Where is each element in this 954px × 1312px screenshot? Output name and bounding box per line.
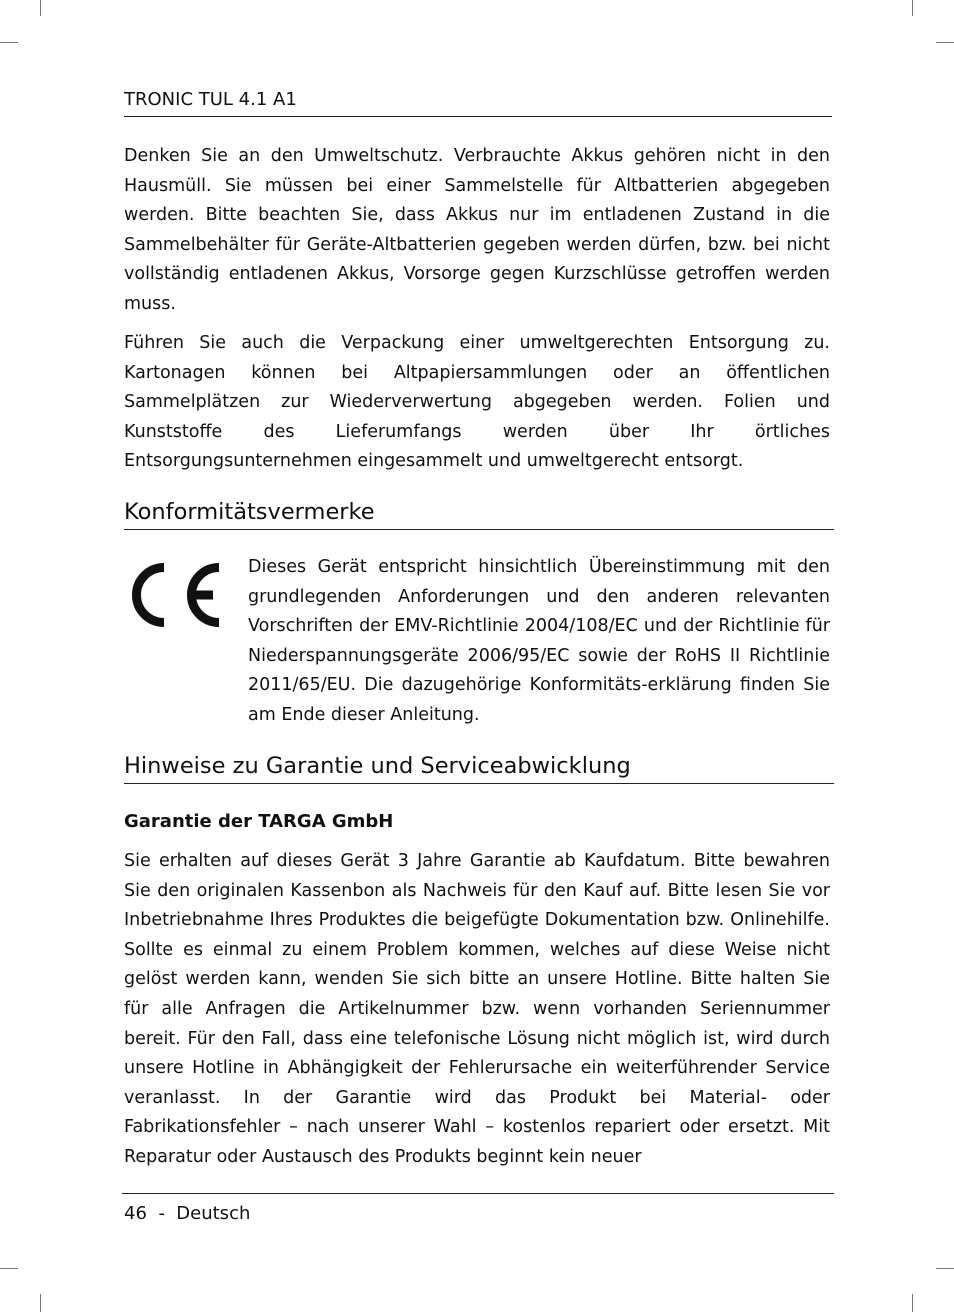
warranty-section-title: Hinweise zu Garantie und Serviceabwicklung (124, 751, 834, 784)
disposal-paragraph-1: Denken Sie an den Umweltschutz. Verbrauchte Akkus gehören nicht in den Hausmüll. Sie müssen bei einer Sammelstelle für Altbatterien abgegeben werden. Bitte beachten Sie, dass Akkus nur im entladenen Zustand in die Sammelbehälter für Geräte-Altbatterien gegeben werden dürfen, bzw. bei nicht vollständig entladenen Akkus, Vorsorge gegen Kurzschlüsse getroffen werden muss. (124, 146, 830, 314)
conformity-text: Dieses Gerät entspricht hinsichtlich Übereinstimmung mit den grundlegenden Anforderungen und den anderen relevanten Vorschriften der EMV-Richtlinie 2004/108/EC und der Richtlinie für Niederspannungsgeräte 2006/95/EC sowie der RoHS II Richtlinie 2011/65/EU. Die dazugehörige Konformitäts-erklärung finden Sie am Ende dieser Anleitung. (248, 557, 830, 725)
crop-mark (0, 42, 18, 43)
disposal-paragraph-2: Führen Sie auch die Verpackung einer umweltgerechten Entsorgung zu. Kartonagen können bei Altpapiersammlungen oder an öffentlichen Sammelplätzen zur Wiederverwertung abgegeben werden. Folien und Kunststoffe des Lieferumfangs werden über Ihr örtliches Entsorgungsunternehmen eingesammelt und umweltgerecht entsorgt. (124, 333, 830, 472)
crop-mark (936, 1268, 954, 1269)
page-header: TRONIC TUL 4.1 A1 (124, 86, 832, 117)
crop-mark (936, 42, 954, 43)
ce-mark-logo (126, 558, 224, 632)
crop-mark (912, 0, 913, 16)
page-footer: 46 - Deutsch (124, 1203, 251, 1224)
warranty-text: Sie erhalten auf dieses Gerät 3 Jahre Garantie ab Kaufdatum. Bitte bewahren Sie den originalen Kassenbon als Nachweis für den Kauf auf. Bitte lesen Sie vor Inbetriebnahme Ihres Produktes die beigefügte Dokumentation bzw. Onlinehilfe. Sollte es einmal zu einem Problem kommen, welches auf diese Weise nicht gelöst werden kann, wenden Sie sich bitte an unsere Hotline. Bitte halten Sie für alle Anfragen die Artikelnummer bzw. wenn vorhanden Seriennummer bereit. Für den Fall, dass eine telefonische Lösung nicht möglich ist, wird durch unsere Hotline in Abhängigkeit der Fehlerursache ein weiterführender Service veranlasst. In der Garantie wird das Produkt bei Material- oder Fabrikationsfehler – nach unserer Wahl – kostenlos repariert oder ersetzt. Mit Reparatur oder Austausch des Produkts beginnt kein neuer (124, 851, 830, 1167)
crop-mark (912, 1294, 913, 1312)
conformity-section-title: Konformitätsvermerke (124, 497, 834, 530)
warranty-subheading: Garantie der TARGA GmbH (124, 811, 394, 832)
crop-mark (40, 0, 41, 16)
crop-mark (40, 1294, 41, 1312)
crop-mark (0, 1268, 18, 1269)
footer-divider (122, 1193, 834, 1194)
